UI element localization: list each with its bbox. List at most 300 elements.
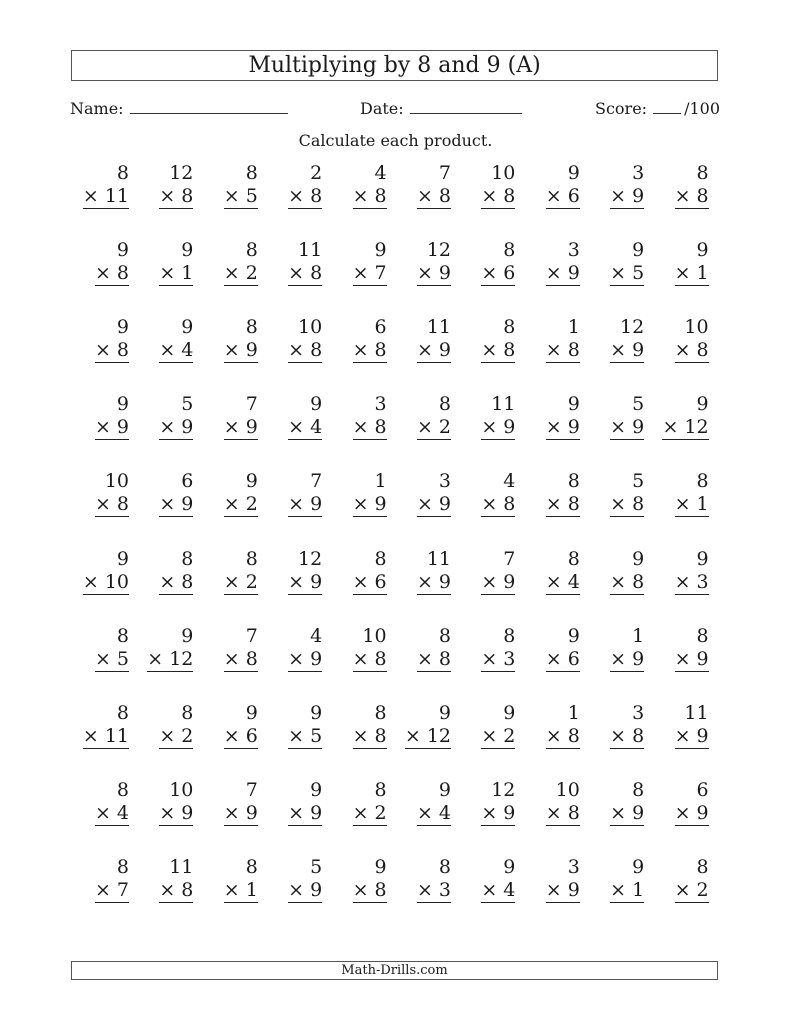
multiplication-problem xyxy=(132,620,196,678)
multiplier xyxy=(95,262,129,286)
multiplicand: 8 xyxy=(116,778,129,801)
multiplier xyxy=(675,185,709,209)
multiplicand: 10 xyxy=(555,778,580,801)
times-sign: × xyxy=(159,493,176,516)
times-sign: × xyxy=(610,493,627,516)
multiplier-value: 9 xyxy=(438,570,451,593)
times-sign: × xyxy=(404,724,421,747)
times-sign: × xyxy=(159,724,176,747)
multiplication-problem xyxy=(261,851,325,909)
times-sign: × xyxy=(416,493,433,516)
multiplier-value: 9 xyxy=(310,570,323,593)
times-sign: × xyxy=(674,801,691,824)
multiplier xyxy=(159,571,193,595)
problem-row xyxy=(68,620,718,680)
multiplier-value: 1 xyxy=(696,493,709,516)
times-sign: × xyxy=(674,262,691,285)
multiplicand: 9 xyxy=(245,701,258,724)
multiplicand: 9 xyxy=(116,316,129,339)
multiplication-problem xyxy=(326,697,390,755)
multiplier xyxy=(159,879,193,903)
multiplicand: 4 xyxy=(503,470,516,493)
multiplication-problem xyxy=(648,465,712,523)
multiplier-value: 4 xyxy=(181,339,194,362)
times-sign: × xyxy=(481,416,498,439)
multiplier xyxy=(675,879,709,903)
multiplier xyxy=(546,185,580,209)
multiplier xyxy=(417,416,451,440)
times-sign: × xyxy=(223,493,240,516)
multiplier xyxy=(95,879,129,903)
times-sign: × xyxy=(94,416,111,439)
multiplier xyxy=(546,262,580,286)
multiplier-value: 5 xyxy=(632,262,645,285)
multiplicand: 11 xyxy=(426,316,451,339)
times-sign: × xyxy=(352,878,369,901)
multiplicand: 8 xyxy=(696,470,709,493)
multiplier-value: 9 xyxy=(310,878,323,901)
instructions: Calculate each product. xyxy=(298,131,493,150)
multiplication-problem xyxy=(390,388,454,446)
multiplication-problem xyxy=(583,234,647,292)
multiplication-problem xyxy=(454,234,518,292)
multiplicand: 10 xyxy=(684,316,709,339)
date-blank-line[interactable] xyxy=(410,97,522,114)
times-sign: × xyxy=(610,801,627,824)
multiplication-problem xyxy=(648,388,712,446)
multiplier-value: 9 xyxy=(632,647,645,670)
multiplier xyxy=(159,339,193,363)
multiplicand: 9 xyxy=(374,239,387,262)
multiplier xyxy=(405,725,451,749)
multiplication-problem xyxy=(68,388,132,446)
multiplicand: 9 xyxy=(181,316,194,339)
times-sign: × xyxy=(352,801,369,824)
multiplicand: 9 xyxy=(632,239,645,262)
times-sign: × xyxy=(94,493,111,516)
times-sign: × xyxy=(481,262,498,285)
multiplier-value: 3 xyxy=(503,647,516,670)
times-sign: × xyxy=(94,801,111,824)
multiplication-problem xyxy=(132,774,196,832)
multiplier-value: 8 xyxy=(245,647,258,670)
times-sign: × xyxy=(94,878,111,901)
times-sign: × xyxy=(610,262,627,285)
multiplier xyxy=(481,725,515,749)
multiplier xyxy=(610,648,644,672)
multiplier-value: 2 xyxy=(374,801,387,824)
multiplication-problem xyxy=(326,157,390,215)
multiplication-problem xyxy=(390,157,454,215)
multiplier-value: 8 xyxy=(567,724,580,747)
multiplier-value: 10 xyxy=(104,570,129,593)
multiplier xyxy=(353,571,387,595)
multiplier xyxy=(95,416,129,440)
multiplier-value: 11 xyxy=(104,724,129,747)
multiplier-value: 9 xyxy=(116,416,129,439)
multiplicand: 9 xyxy=(632,855,645,878)
multiplier xyxy=(417,571,451,595)
multiplicand: 6 xyxy=(696,778,709,801)
score-label: Score: xyxy=(595,99,648,118)
multiplication-problem xyxy=(326,465,390,523)
multiplier-value: 8 xyxy=(632,493,645,516)
multiplier xyxy=(95,493,129,517)
multiplier-value: 9 xyxy=(438,493,451,516)
multiplicand: 9 xyxy=(503,855,516,878)
multiplication-problem xyxy=(390,465,454,523)
times-sign: × xyxy=(545,493,562,516)
multiplier xyxy=(224,493,258,517)
name-label: Name: xyxy=(70,99,124,118)
multiplication-problem xyxy=(261,465,325,523)
multiplier-value: 12 xyxy=(426,724,451,747)
multiplicand: 9 xyxy=(567,162,580,184)
multiplication-problem xyxy=(261,543,325,601)
multiplier xyxy=(417,879,451,903)
multiplier xyxy=(159,725,193,749)
multiplier-value: 1 xyxy=(181,262,194,285)
multiplier xyxy=(95,648,129,672)
multiplicand: 9 xyxy=(503,701,516,724)
multiplier-value: 6 xyxy=(245,724,258,747)
name-field[interactable] xyxy=(70,97,288,118)
multiplication-problem xyxy=(132,851,196,909)
times-sign: × xyxy=(223,724,240,747)
multiplier-value: 8 xyxy=(181,570,194,593)
problem-row xyxy=(68,543,718,603)
multiplication-problem xyxy=(519,774,583,832)
multiplier-value: 9 xyxy=(696,647,709,670)
multiplier-value: 6 xyxy=(567,647,580,670)
multiplier xyxy=(610,185,644,209)
multiplicand: 3 xyxy=(438,470,451,493)
multiplier-value: 6 xyxy=(567,185,580,207)
multiplier-value: 4 xyxy=(503,878,516,901)
multiplicand: 8 xyxy=(116,624,129,647)
times-sign: × xyxy=(610,570,627,593)
multiplication-problem xyxy=(261,697,325,755)
multiplication-problem xyxy=(519,465,583,523)
multiplication-problem xyxy=(132,234,196,292)
multiplier xyxy=(546,802,580,826)
multiplicand: 9 xyxy=(116,393,129,416)
multiplier xyxy=(224,416,258,440)
multiplier xyxy=(83,185,129,209)
multiplication-problem xyxy=(454,543,518,601)
times-sign: × xyxy=(481,493,498,516)
multiplier-value: 8 xyxy=(503,493,516,516)
multiplier-value: 8 xyxy=(310,262,323,285)
multiplicand: 12 xyxy=(620,316,645,339)
multiplier-value: 8 xyxy=(632,724,645,747)
multiplier-value: 9 xyxy=(632,185,645,207)
multiplier-value: 9 xyxy=(374,493,387,516)
date-field[interactable] xyxy=(360,97,522,118)
multiplicand: 10 xyxy=(169,778,194,801)
multiplier-value: 8 xyxy=(632,570,645,593)
multiplier-value: 2 xyxy=(438,416,451,439)
multiplicand: 7 xyxy=(245,624,258,647)
times-sign: × xyxy=(159,339,176,362)
multiplicand: 7 xyxy=(503,547,516,570)
multiplier-value: 8 xyxy=(116,493,129,516)
multiplication-problem xyxy=(197,311,261,369)
multiplicand: 9 xyxy=(181,624,194,647)
problem-row xyxy=(68,697,718,757)
multiplier-value: 9 xyxy=(245,416,258,439)
multiplier xyxy=(417,185,451,209)
times-sign: × xyxy=(288,570,305,593)
multiplication-problem xyxy=(390,774,454,832)
multiplier-value: 5 xyxy=(245,185,258,207)
multiplier-value: 4 xyxy=(310,416,323,439)
multiplier xyxy=(417,262,451,286)
multiplication-problem xyxy=(68,157,132,215)
multiplier xyxy=(147,648,193,672)
multiplicand: 8 xyxy=(116,162,129,184)
multiplier-value: 9 xyxy=(567,416,580,439)
multiplication-problem xyxy=(519,620,583,678)
times-sign: × xyxy=(610,724,627,747)
problem-row xyxy=(68,388,718,448)
multiplier-value: 8 xyxy=(567,493,580,516)
multiplier-value: 8 xyxy=(696,339,709,362)
multiplication-problem xyxy=(519,697,583,755)
multiplier xyxy=(353,725,387,749)
multiplicand: 7 xyxy=(245,393,258,416)
multiplicand: 9 xyxy=(696,393,709,416)
times-sign: × xyxy=(82,724,99,747)
multiplication-problem xyxy=(519,311,583,369)
multiplier xyxy=(224,802,258,826)
multiplier xyxy=(288,493,322,517)
multiplication-problem xyxy=(326,620,390,678)
multiplication-problem xyxy=(648,157,712,215)
times-sign: × xyxy=(545,801,562,824)
multiplicand: 6 xyxy=(181,470,194,493)
multiplier-value: 9 xyxy=(438,339,451,362)
multiplicand: 8 xyxy=(245,239,258,262)
multiplier-value: 7 xyxy=(374,262,387,285)
times-sign: × xyxy=(159,878,176,901)
times-sign: × xyxy=(288,262,305,285)
multiplier-value: 9 xyxy=(181,493,194,516)
times-sign: × xyxy=(352,262,369,285)
multiplier xyxy=(95,802,129,826)
times-sign: × xyxy=(223,416,240,439)
multiplication-problem xyxy=(390,234,454,292)
multiplicand: 10 xyxy=(491,162,516,184)
multiplicand: 9 xyxy=(696,239,709,262)
multiplier xyxy=(83,571,129,595)
multiplier-value: 8 xyxy=(567,339,580,362)
multiplicand: 4 xyxy=(310,624,323,647)
multiplicand: 10 xyxy=(298,316,323,339)
multiplier-value: 8 xyxy=(503,339,516,362)
times-sign: × xyxy=(352,724,369,747)
multiplication-problem xyxy=(583,851,647,909)
multiplicand: 11 xyxy=(684,701,709,724)
multiplicand: 8 xyxy=(245,162,258,184)
multiplier xyxy=(417,339,451,363)
name-blank-line[interactable] xyxy=(130,97,288,114)
multiplicand: 7 xyxy=(438,162,451,184)
multiplication-problem xyxy=(68,311,132,369)
multiplication-problem xyxy=(197,234,261,292)
multiplier-value: 12 xyxy=(684,416,709,439)
multiplicand: 8 xyxy=(245,855,258,878)
times-sign: × xyxy=(288,339,305,362)
multiplication-problem xyxy=(648,774,712,832)
multiplication-problem xyxy=(390,697,454,755)
score-blank-line[interactable] xyxy=(653,97,681,114)
times-sign: × xyxy=(352,416,369,439)
times-sign: × xyxy=(545,416,562,439)
times-sign: × xyxy=(223,339,240,362)
multiplicand: 9 xyxy=(696,547,709,570)
multiplication-problem xyxy=(68,543,132,601)
times-sign: × xyxy=(545,647,562,670)
score-field[interactable] xyxy=(595,97,720,118)
times-sign: × xyxy=(481,724,498,747)
times-sign: × xyxy=(481,570,498,593)
times-sign: × xyxy=(416,339,433,362)
multiplicand: 9 xyxy=(374,855,387,878)
multiplier-value: 2 xyxy=(181,724,194,747)
multiplication-problem xyxy=(519,234,583,292)
times-sign: × xyxy=(545,339,562,362)
multiplier xyxy=(224,185,258,209)
multiplier-value: 8 xyxy=(696,185,709,207)
multiplication-problem xyxy=(648,620,712,678)
multiplicand: 11 xyxy=(169,855,194,878)
times-sign: × xyxy=(674,339,691,362)
multiplier-value: 3 xyxy=(438,878,451,901)
multiplication-problem xyxy=(197,543,261,601)
multiplication-problem xyxy=(197,465,261,523)
multiplier-value: 9 xyxy=(503,570,516,593)
times-sign: × xyxy=(159,801,176,824)
multiplier xyxy=(288,648,322,672)
times-sign: × xyxy=(545,185,562,207)
multiplier-value: 7 xyxy=(116,878,129,901)
multiplication-problem xyxy=(197,697,261,755)
multiplication-problem xyxy=(132,311,196,369)
multiplicand: 3 xyxy=(632,162,645,184)
multiplication-problem xyxy=(68,234,132,292)
multiplier xyxy=(675,648,709,672)
multiplication-problem xyxy=(454,311,518,369)
score-total: /100 xyxy=(684,99,720,118)
multiplier-value: 2 xyxy=(245,262,258,285)
multiplier-value: 9 xyxy=(310,493,323,516)
multiplicand: 8 xyxy=(503,316,516,339)
times-sign: × xyxy=(416,570,433,593)
multiplier xyxy=(675,262,709,286)
multiplier xyxy=(546,571,580,595)
multiplier-value: 1 xyxy=(696,262,709,285)
multiplier-value: 8 xyxy=(438,647,451,670)
multiplication-problem xyxy=(261,157,325,215)
times-sign: × xyxy=(481,185,498,207)
times-sign: × xyxy=(545,570,562,593)
multiplier xyxy=(353,339,387,363)
multiplicand: 9 xyxy=(567,393,580,416)
times-sign: × xyxy=(288,647,305,670)
multiplicand: 4 xyxy=(374,162,387,184)
multiplication-problem xyxy=(519,388,583,446)
multiplication-problem xyxy=(261,388,325,446)
multiplier xyxy=(610,725,644,749)
multiplier-value: 4 xyxy=(438,801,451,824)
times-sign: × xyxy=(94,262,111,285)
multiplicand: 12 xyxy=(426,239,451,262)
multiplication-problem xyxy=(261,774,325,832)
multiplier-value: 8 xyxy=(374,647,387,670)
multiplicand: 9 xyxy=(632,547,645,570)
multiplier xyxy=(159,416,193,440)
footer-credit: Math-Drills.com xyxy=(71,961,718,980)
times-sign: × xyxy=(94,339,111,362)
multiplication-problem xyxy=(390,620,454,678)
times-sign: × xyxy=(481,801,498,824)
multiplicand: 8 xyxy=(696,624,709,647)
multiplication-problem xyxy=(648,311,712,369)
multiplier xyxy=(353,648,387,672)
multiplier xyxy=(610,802,644,826)
multiplicand: 9 xyxy=(181,239,194,262)
multiplier xyxy=(95,339,129,363)
multiplicand: 11 xyxy=(426,547,451,570)
multiplicand: 7 xyxy=(310,470,323,493)
multiplier xyxy=(546,879,580,903)
multiplication-problem xyxy=(197,851,261,909)
multiplier-value: 8 xyxy=(374,724,387,747)
times-sign: × xyxy=(288,878,305,901)
multiplication-problem xyxy=(132,543,196,601)
multiplier-value: 3 xyxy=(696,570,709,593)
multiplier-value: 9 xyxy=(503,801,516,824)
multiplier xyxy=(481,185,515,209)
multiplier-value: 8 xyxy=(310,185,323,207)
multiplier xyxy=(610,571,644,595)
multiplier-value: 8 xyxy=(116,262,129,285)
times-sign: × xyxy=(82,185,99,207)
multiplier xyxy=(610,339,644,363)
multiplication-problem xyxy=(326,774,390,832)
multiplier-value: 8 xyxy=(374,339,387,362)
multiplication-problem xyxy=(648,543,712,601)
multiplier-value: 9 xyxy=(696,724,709,747)
times-sign: × xyxy=(545,262,562,285)
times-sign: × xyxy=(352,647,369,670)
multiplicand: 8 xyxy=(374,701,387,724)
multiplier-value: 9 xyxy=(310,647,323,670)
times-sign: × xyxy=(352,185,369,207)
multiplier xyxy=(675,493,709,517)
multiplier-value: 9 xyxy=(632,339,645,362)
multiplier-value: 6 xyxy=(374,570,387,593)
multiplier xyxy=(288,262,322,286)
multiplier xyxy=(546,493,580,517)
multiplicand: 1 xyxy=(632,624,645,647)
multiplication-problem xyxy=(197,388,261,446)
times-sign: × xyxy=(610,185,627,207)
multiplier xyxy=(288,185,322,209)
multiplication-problem xyxy=(583,465,647,523)
times-sign: × xyxy=(159,416,176,439)
